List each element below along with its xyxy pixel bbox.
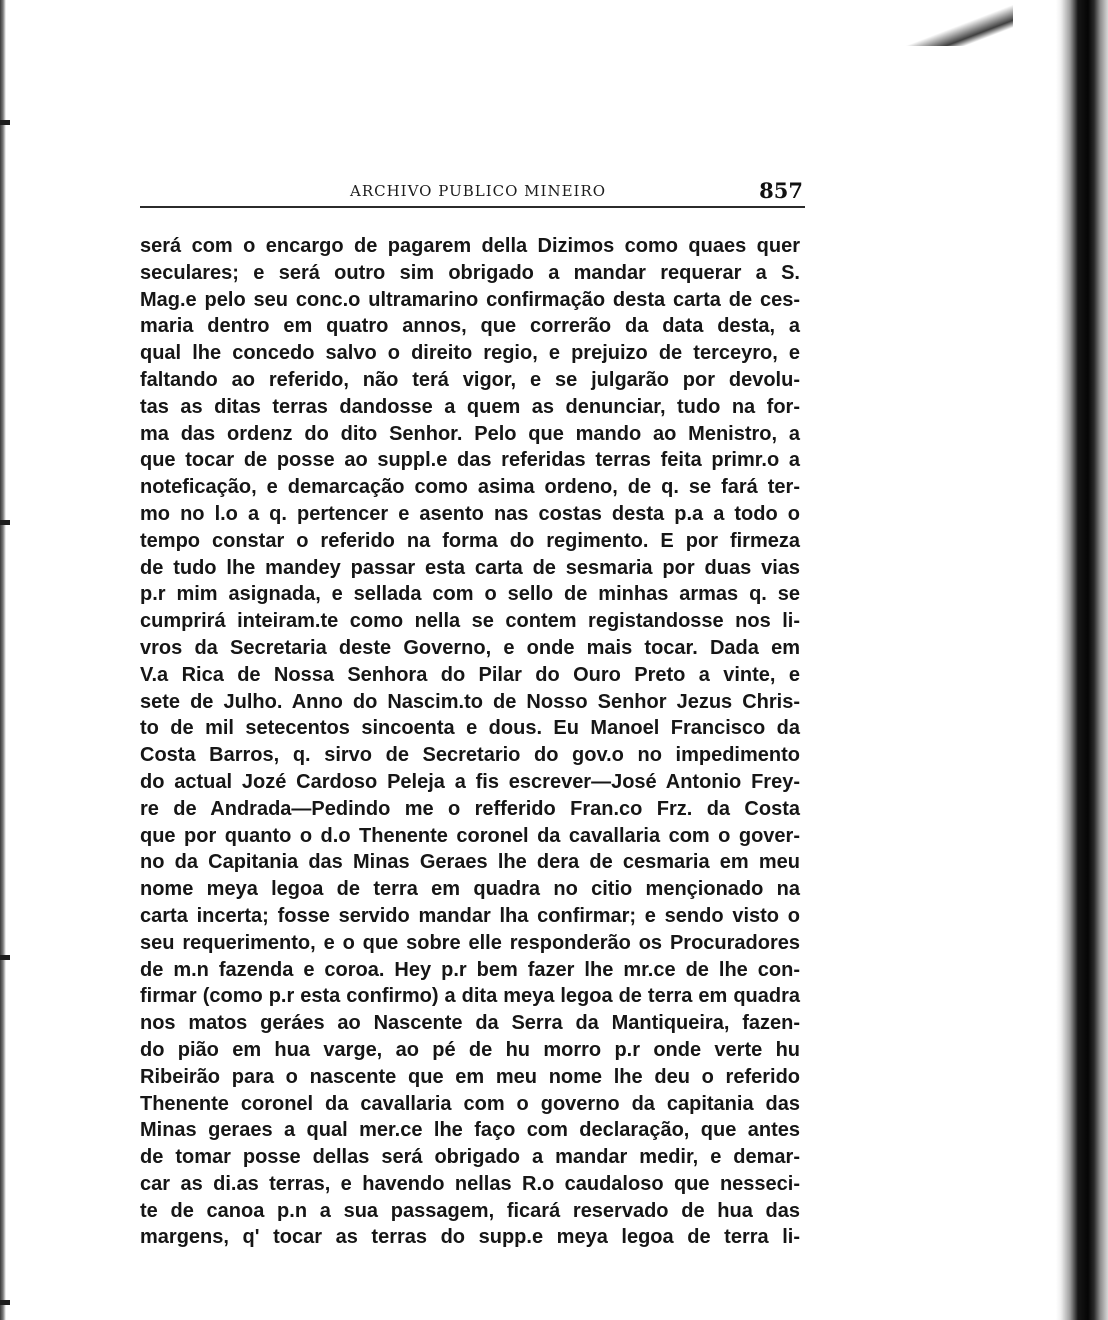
text-line: que por quanto o d.o Thenente coronel da cavallaria com o gover- [140,824,800,847]
text-line: te de canoa p.n a sua passagem, ficará reservado de hua das [140,1199,800,1222]
text-line: maria dentro em quatro annos, que correrão da data desta, a [140,315,800,338]
text-line: sete de Julho. Anno do Nascim.to de Nosso Senhor Jezus Chris- [140,690,800,713]
text-line: mo no l.o a q. pertencer e asento nas costas desta p.a a todo o [140,502,800,525]
text-line: de tomar posse dellas será obrigado a mandar medir, e demar- [140,1146,800,1169]
text-line: re de Andrada—Pedindo me o refferido Fran.co Frz. da Costa [140,797,800,820]
text-line: Thenente coronel da cavallaria com o governo da capitania das [140,1092,800,1115]
text-line: to de mil setecentos sincoenta e dous. Eu Manoel Francisco da [140,717,800,740]
text-line: firmar (como p.r esta confirmo) a dita meya legoa de terra em quadra [140,985,800,1008]
scan-edge-mark [0,1300,10,1305]
text-line: carta incerta; fosse servido mandar lha confirmar; e sendo visto o [140,904,800,927]
text-line: vros da Secretaria deste Governo, e onde mais tocar. Dada em [140,636,800,659]
text-line: de m.n fazenda e coroa. Hey p.r bem fazer lhe mr.ce de lhe con- [140,958,800,981]
text-line: margens, q' tocar as terras do supp.e meya legoa de terra li- [140,1226,800,1249]
scan-left-edge [0,0,6,1320]
running-title: ARCHIVO PUBLICO MINEIRO [350,182,607,200]
text-line: tempo constar o referido na forma do regimento. E por firmeza [140,529,800,552]
scan-edge-mark [0,955,10,960]
text-line: Ribeirão para o nascente que em meu nome lhe deu o referido [140,1065,800,1088]
scan-edge-mark [0,520,10,525]
text-line: de tudo lhe mandey passar esta carta de sesmaria por duas vias [140,556,800,579]
page-header [140,180,805,210]
text-line: do pião em hua varge, ao pé de hu morro p.r onde verte hu [140,1038,800,1061]
text-line: seu requerimento, e o que sobre elle responderão os Procuradores [140,931,800,954]
text-line: seculares; e será outro sim obrigado a mandar requerar a S. [140,261,800,284]
header-rule [140,206,805,208]
text-line: ma das ordenz do dito Senhor. Pelo que mando ao Menistro, a [140,422,800,445]
page-number: 857 [759,178,803,203]
text-line: nome meya legoa de terra em quadra no citio mençionado na [140,878,800,901]
text-line: Costa Barros, q. sirvo de Secretario do gov.o no impedimento [140,744,800,767]
text-line: car as di.as terras, e havendo nellas R.o caudaloso que nesseci- [140,1172,800,1195]
text-line: faltando ao referido, não terá vigor, e se julgarão por devolu- [140,368,800,391]
text-line: cumprirá inteiram.te como nella se contem registandosse nos li- [140,610,800,633]
text-line: nos matos geráes ao Nascente da Serra da Mantiqueira, fazen- [140,1012,800,1035]
text-line: no da Capitania das Minas Geraes lhe dera de cesmaria em meu [140,851,800,874]
text-line: que tocar de posse ao suppl.e das referidas terras feita primr.o a [140,449,800,472]
text-line: tas as ditas terras dandosse a quem as denunciar, tudo na for- [140,395,800,418]
scan-edge-mark [0,120,10,125]
text-line: V.a Rica de Nossa Senhora do Pilar do Ouro Preto a vinte, e [140,663,800,686]
text-line: noteficação, e demarcação como asima ordeno, de q. se fará ter- [140,476,800,499]
page-curl-corner [893,0,1013,46]
page-curl-shadow [938,0,1108,1320]
text-line: será com o encargo de pagarem della Dizimos como quaes quer [140,235,800,257]
text-line: p.r mim asignada, e sellada com o sello de minhas armas q. se [140,583,800,606]
text-line: do actual Jozé Cardoso Peleja a fis escrever—José Antonio Frey- [140,770,800,793]
text-line: Minas geraes a qual mer.ce lhe faço com declaração, que antes [140,1119,800,1142]
document-body [140,233,800,1251]
text-line: Mag.e pelo seu conc.o ultramarino confirmação desta carta de ces- [140,288,800,311]
text-line: qual lhe concedo salvo o direito regio, e prejuizo de terceyro, e [140,342,800,365]
